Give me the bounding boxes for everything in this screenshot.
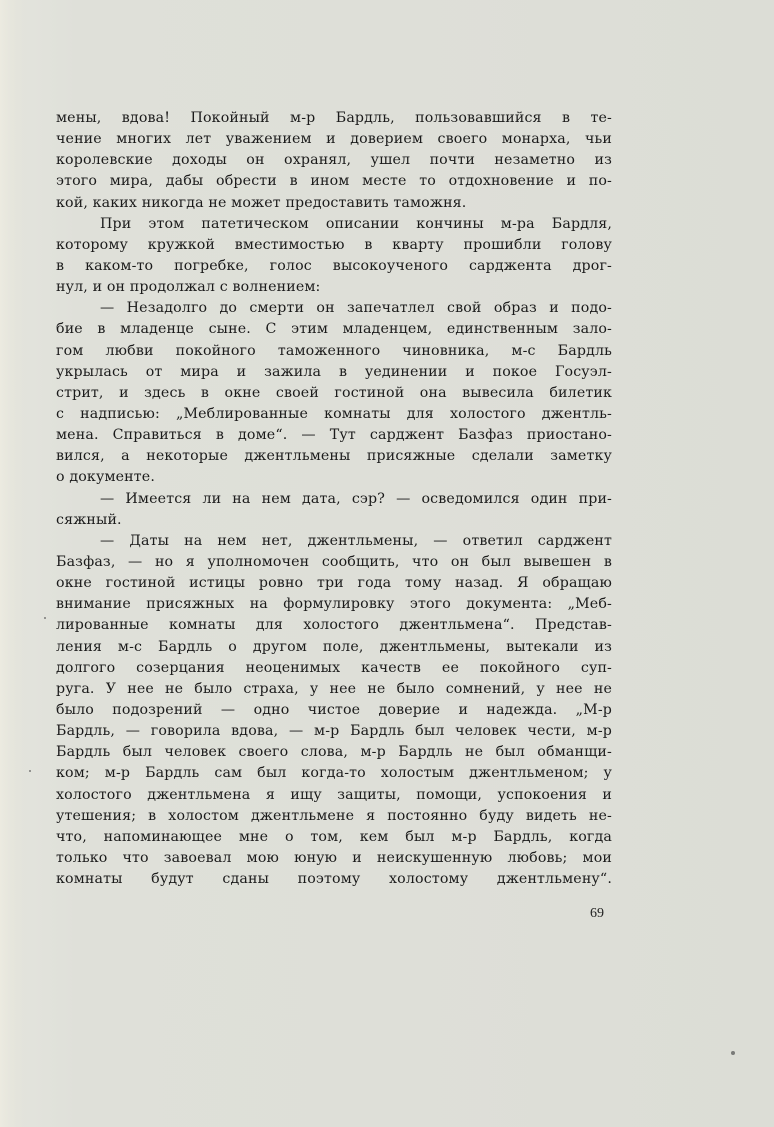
- text-line: долгого созерцания неоценимых качеств ее покойного суп-: [56, 659, 612, 676]
- page-body-text: [56, 108, 612, 890]
- page-number: 69: [590, 906, 604, 921]
- text-line: При этом патетическом описании кончины м-ра Бардля,: [100, 215, 612, 232]
- text-line: стрит, и здесь в окне своей гостиной она вывесила билетик: [56, 384, 612, 401]
- text-line: этого мира, дабы обрести в ином месте то отдохновение и по-: [56, 173, 612, 190]
- text-line: — Даты на нем нет, джентльмены, — ответил сарджент: [100, 532, 612, 549]
- text-line: с надписью: „Меблированные комнаты для холостого джентль-: [56, 405, 612, 422]
- text-line: мена. Справиться в доме“. — Тут сарджент Базфаз приостано-: [56, 427, 612, 444]
- text-line: чение многих лет уважением и доверием своего монарха, чьи: [56, 131, 612, 148]
- text-line: мены, вдова! Покойный м-р Бардль, пользовавшийся в те-: [56, 110, 612, 126]
- text-line: королевские доходы он охранял, ушел почти незаметно из: [56, 152, 612, 169]
- text-line: — Незадолго до смерти он запечатлел свой образ и подо-: [100, 300, 612, 317]
- text-line: что, напоминающее мне о том, кем был м-р Бардль, когда: [56, 828, 612, 845]
- text-line: — Имеется ли на нем дата, сэр? — осведомился один при-: [100, 490, 612, 507]
- text-line: бие в младенце сыне. С этим младенцем, единственным зало-: [56, 321, 612, 338]
- text-line: Бардль был человек своего слова, м-р Бардль не был обманщи-: [56, 744, 612, 761]
- text-line: сяжный.: [56, 511, 122, 528]
- text-line: Базфаз, — но я уполномочен сообщить, что он был вывешен в: [56, 553, 612, 570]
- text-line: было подозрений — одно чистое доверие и надежда. „М-р: [56, 701, 612, 718]
- text-line: Бардль, — говорила вдова, — м-р Бардль был человек чести, м-р: [56, 723, 612, 740]
- text-line: руга. У нее не было страха, у нее не было сомнений, у нее не: [56, 680, 612, 697]
- text-line: комнаты будут сданы поэтому холостому джентльмену“.: [56, 871, 612, 888]
- text-line: окне гостиной истицы ровно три года тому назад. Я обращаю: [56, 575, 612, 592]
- text-line: которому кружкой вместимостью в кварту прошибли голову: [56, 236, 612, 253]
- text-line: нул, и он продолжал с волнением:: [56, 279, 321, 296]
- paper-speck: [731, 1051, 735, 1055]
- text-line: утешения; в холостом джентльмене я постоянно буду видеть не-: [56, 807, 612, 824]
- page-gutter-shadow: [0, 0, 30, 1127]
- text-line: гом любви покойного таможенного чиновника, м-с Бардль: [56, 342, 612, 359]
- text-line: лированные комнаты для холостого джентльмена“. Представ-: [56, 617, 612, 634]
- text-line: о документе.: [56, 469, 155, 486]
- text-line: внимание присяжных на формулировку этого документа: „Меб-: [56, 596, 612, 613]
- text-line: только что завоевал мою юную и неискушенную любовь; мои: [56, 849, 612, 866]
- text-line: вился, а некоторые джентльмены присяжные сделали заметку: [56, 448, 612, 465]
- text-line: в каком-то погребке, голос высокоученого сарджента дрог-: [56, 257, 612, 274]
- text-line: укрылась от мира и зажила в уединении и покое Госуэл-: [56, 363, 612, 380]
- paper-speck: [44, 617, 46, 619]
- text-line: ления м-с Бардль о другом поле, джентльмены, вытекали из: [56, 638, 612, 655]
- paper-speck: [29, 770, 31, 772]
- text-line: кой, каких никогда не может предоставить таможня.: [56, 194, 467, 211]
- text-line: ком; м-р Бардль сам был когда-то холостым джентльменом; у: [56, 765, 612, 782]
- text-line: холостого джентльмена я ищу защиты, помощи, успокоения и: [56, 786, 612, 803]
